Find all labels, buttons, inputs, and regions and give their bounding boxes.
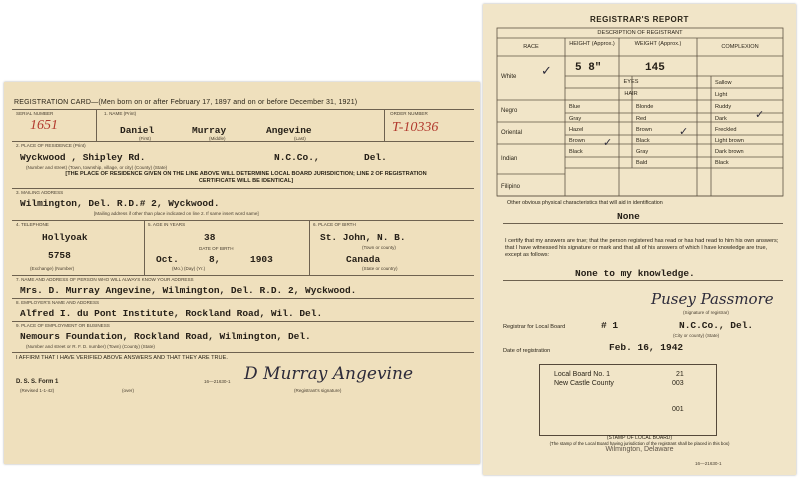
race-filipino: Filipino: [501, 184, 521, 190]
other-characteristics-value: None: [617, 211, 640, 222]
local-board-label: Registrar for Local Board: [503, 324, 566, 330]
mailing-caption: [Mailing address if other than place indicated on line 2. If same insert word same]: [94, 211, 259, 216]
registrars-report-back: [483, 4, 796, 475]
stamp-caption: (STAMP OF LOCAL BOARD): [606, 435, 673, 441]
contact-value: Mrs. D. Murray Angevine, Wilmington, Del. R.D. 2, Wyckwood.: [20, 285, 357, 296]
dob-caption: (Mo.) (Day) (Yr.): [172, 266, 206, 271]
over-label: (over): [122, 388, 134, 393]
weight-value: 145: [645, 62, 665, 74]
complexion-dark: Dark: [715, 116, 727, 122]
contact-label: 7. NAME AND ADDRESS OF PERSON WHO WILL ALWAYS KNOW YOUR ADDRESS: [16, 277, 194, 282]
telephone-caption: (Exchange) (Number): [30, 266, 75, 271]
residence-street: Wyckwood , Shipley Rd.: [20, 152, 146, 163]
description-header: DESCRIPTION OF REGISTRANT: [597, 30, 683, 36]
mailing-address: Wilmington, Del. R.D.# 2, Wyckwood.: [20, 198, 220, 209]
birth-town: St. John, N. B.: [320, 232, 406, 243]
eyes-hazel: Hazel: [569, 127, 584, 133]
registrant-signature: D Murray Angevine: [244, 364, 414, 384]
complexion-freckled: Freckled: [715, 127, 737, 133]
residence-note: [THE PLACE OF RESIDENCE GIVEN ON THE LINE ABOVE WILL DETERMINE LOCAL BOARD JURISDICTION; LINE 2 OF REGISTRATION CERTIFICATE WILL BE IDENTICAL]: [65, 171, 427, 184]
birth-country-caption: (State or country): [362, 266, 398, 271]
signature-caption: (Registrant's signature): [294, 388, 342, 393]
telephone-number: 5758: [48, 250, 71, 261]
hair-bald: Bald: [636, 160, 648, 166]
hair-gray: Gray: [636, 149, 649, 155]
check-white: ✓: [541, 64, 552, 79]
registration-card-front: [4, 82, 480, 464]
height-value: 5 8": [575, 62, 602, 74]
eyes-header: EYES: [623, 79, 639, 85]
local-board-county: N.C.Co., Del.: [679, 320, 754, 331]
mailing-label: 3. MAILING ADDRESS: [16, 190, 64, 195]
complexion-ruddy: Ruddy: [715, 104, 732, 110]
employment-label: 9. PLACE OF EMPLOYMENT OR BUSINESS: [16, 323, 110, 328]
name-label: 1. NAME (Print): [104, 111, 137, 116]
hair-red: Red: [636, 116, 647, 122]
age-label: 5. AGE IN YEARS: [148, 222, 186, 227]
registrar-signature-caption: (Signature of registrar): [683, 310, 729, 315]
local-board-number: # 1: [601, 320, 619, 331]
affirmation: I AFFIRM THAT I HAVE VERIFIED ABOVE ANSWERS AND THAT THEY ARE TRUE.: [16, 355, 228, 361]
complexion-black: Black: [715, 160, 729, 166]
complexion-light: Light: [715, 92, 728, 98]
check-eyes-brown: ✓: [603, 136, 613, 149]
complexion-light-brown: Light brown: [715, 138, 744, 144]
stamp-county: New Castle County: [554, 380, 614, 387]
check-complexion-dark: ✓: [755, 108, 765, 121]
race-white: White: [501, 74, 517, 80]
employment-value: Nemours Foundation, Rockland Road, Wilmington, Del.: [20, 331, 311, 342]
birth-town-caption: (Town or county): [362, 245, 396, 250]
hair-header: HAIR: [624, 91, 638, 97]
dob-year: 1903: [250, 254, 273, 265]
other-characteristics-label: Other obvious physical characteristics that will aid in identification: [507, 200, 663, 206]
check-hair-brown: ✓: [679, 125, 689, 138]
race-oriental: Oriental: [501, 130, 523, 136]
revised-label: (Revised 1-1-42): [20, 388, 55, 393]
employer-value: Alfred I. du Pont Institute, Rockland Road, Wil. Del.: [20, 308, 323, 319]
last-name: Angevine: [266, 125, 312, 136]
race-indian: Indian: [501, 156, 518, 162]
card-title: REGISTRATION CARD—(Men born on or after February 17, 1897 and on or before December 31, 1921): [14, 99, 358, 106]
residence-caption: (Number and street) (Town, township, village, or city) (County) (State): [26, 165, 168, 170]
employment-caption: (Number and street or R. F. D. number) (Town) (County) (State): [26, 344, 155, 349]
certification-text: I certify that my answers are true; that the person registered has read or has had read to him his own answers; that I have witnessed his signature or mark and that all of his answers of which I have knowledge are true, except as follows:: [505, 238, 779, 258]
eyes-black: Black: [569, 149, 583, 155]
stamp-code-3: 001: [672, 406, 684, 413]
stamp-instruction: (The stamp of the Local Board having jurisdiction of the registrant shall be placed in this box): [549, 441, 730, 446]
weight-header: WEIGHT (Approx.): [634, 41, 682, 47]
dob-day: 8,: [209, 254, 221, 265]
middle-name: Murray: [192, 125, 227, 136]
serial-number: 1651: [30, 118, 58, 133]
complexion-sallow: Sallow: [715, 80, 732, 86]
birthplace-label: 6. PLACE OF BIRTH: [313, 222, 356, 227]
hair-black: Black: [636, 138, 650, 144]
form-label: D. S. S. Form 1: [16, 379, 59, 385]
first-caption: (First): [139, 136, 151, 141]
birth-country: Canada: [346, 254, 381, 265]
stamp-code-2: 003: [672, 380, 684, 387]
stamp-code-1: 21: [676, 371, 684, 378]
gpo-label: 16—21630-1: [204, 379, 231, 384]
stamp-city: Wilmington, Delaware: [605, 446, 674, 453]
serial-label: SERIAL NUMBER: [16, 111, 54, 116]
age-value: 38: [204, 232, 216, 243]
telephone-exchange: Hollyoak: [42, 232, 88, 243]
local-board-caption: (City or county) (State): [673, 333, 720, 338]
stamp-board: Local Board No. 1: [554, 371, 611, 378]
residence-label: 2. PLACE OF RESIDENCE (Print): [16, 143, 86, 148]
eyes-brown: Brown: [569, 138, 585, 144]
race-negro: Negro: [501, 108, 518, 114]
eyes-gray: Gray: [569, 116, 582, 122]
registration-date: Feb. 16, 1942: [609, 342, 684, 353]
dob-label: DATE OF BIRTH: [199, 246, 234, 251]
exceptions-value: None to my knowledge.: [575, 268, 695, 279]
complexion-dark-brown: Dark brown: [715, 149, 744, 155]
back-gpo-label: 16—21630-1: [695, 461, 722, 466]
local-board-stamp-box: [539, 364, 717, 436]
date-label: Date of registration: [503, 348, 551, 354]
middle-caption: (Middle): [209, 136, 226, 141]
race-header: RACE: [523, 44, 539, 50]
registrar-signature: Pusey Passmore: [651, 290, 774, 308]
telephone-label: 4. TELEPHONE: [16, 222, 49, 227]
complexion-header: COMPLEXION: [721, 44, 759, 50]
hair-brown: Brown: [636, 127, 652, 133]
dob-month: Oct.: [156, 254, 179, 265]
first-name: Daniel: [120, 125, 155, 136]
hair-blonde: Blonde: [636, 104, 654, 110]
residence-county: N.C.Co.,: [274, 152, 320, 163]
order-label: ORDER NUMBER: [390, 111, 428, 116]
height-header: HEIGHT (Approx.): [569, 41, 615, 47]
last-caption: (Last): [294, 136, 306, 141]
residence-state: Del.: [364, 152, 387, 163]
employer-label: 8. EMPLOYER'S NAME AND ADDRESS: [16, 300, 100, 305]
report-title: REGISTRAR'S REPORT: [590, 15, 689, 24]
eyes-blue: Blue: [569, 104, 581, 110]
order-number: T-10336: [392, 120, 439, 135]
